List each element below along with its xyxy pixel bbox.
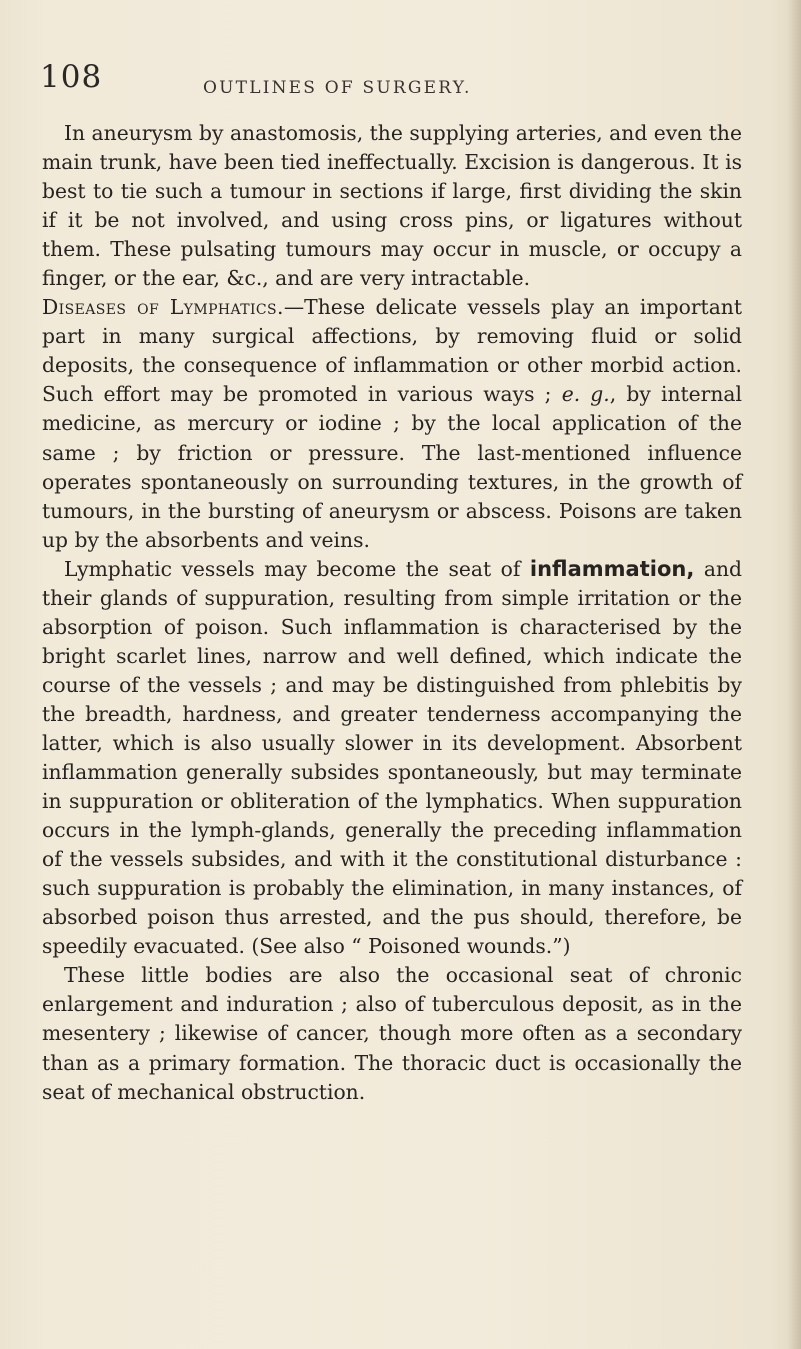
paragraph-text: , by internal medicine, as mercury or iodine ; by the local application of the same ; by friction or pressure. The last-mentioned influence operates spontaneously on surrounding textures, in the growth of tumours, in the bursting of aneurysm or abscess. Poisons are taken up by the absorbents and veins. xyxy=(42,382,742,552)
page-body xyxy=(42,119,742,1107)
paragraph-inflammation xyxy=(42,555,742,962)
paragraph-text: In aneurysm by anastomosis, the supplying arteries, and even the main trunk, have been tied ineffectually. Excision is dangerous. It is best to tie such a tumour in sections if large, first dividing the skin if it be not involved, and using cross pins, or ligatures without them. These pulsating tumours may occur in muscle, or occupy a finger, or the ear, &c., and are very intractable. xyxy=(42,121,742,291)
term-inflammation: inflammation, xyxy=(529,556,695,581)
section-heading-diseases-of-lymphatics: Diseases of Lymphatics. xyxy=(42,295,284,320)
page-number: 108 xyxy=(40,59,103,95)
paragraph-text: —These delicate vessels play an important part in many surgical affections, by removing fluid or solid deposits, the consequence of inflammation or other morbid action. Such effort may be promoted in various ways ; xyxy=(42,295,742,407)
paragraph-aneurysm xyxy=(42,119,742,293)
paragraph-text: These little bodies are also the occasional seat of chronic enlargement and induration ; also of tuberculous deposit, as in the mesentery ; likewise of cancer, though more often as a secondary than as a primary formation. The thoracic duct is occasionally the seat of mechanical obstruction. xyxy=(42,963,742,1104)
page-header xyxy=(40,59,780,102)
italic-eg: e. g. xyxy=(561,382,610,407)
paragraph-lymphatics-diseases xyxy=(42,293,742,554)
paragraph-little-bodies xyxy=(42,961,742,1106)
paragraph-text: Lymphatic vessels may become the seat of xyxy=(64,556,530,581)
running-head: OUTLINES OF SURGERY. xyxy=(203,78,472,98)
paragraph-text: and their glands of suppuration, resulting from simple irritation or the absorption of poison. Such inflammation is characterised by the bright scarlet lines, narrow and well defined, which indicate the course of the vessels ; and may be distinguished from phlebitis by the breadth, hardness, and greater tenderness accompanying the latter, which is also usually slower in its development. Absorbent inflammation generally subsides spontaneously, but may terminate in suppuration or obliteration of the lymphatics. When suppuration occurs in the lymph-glands, generally the preceding inflammation of the vessels subsides, and with it the constitutional disturbance : such suppuration is probably the elimination, in many instances, of absorbed poison thus arrested, and the pus should, therefore, be speedily evacuated. (See also “ Poisoned wounds.”) xyxy=(42,556,742,959)
page-edge-shadow xyxy=(787,0,801,1349)
